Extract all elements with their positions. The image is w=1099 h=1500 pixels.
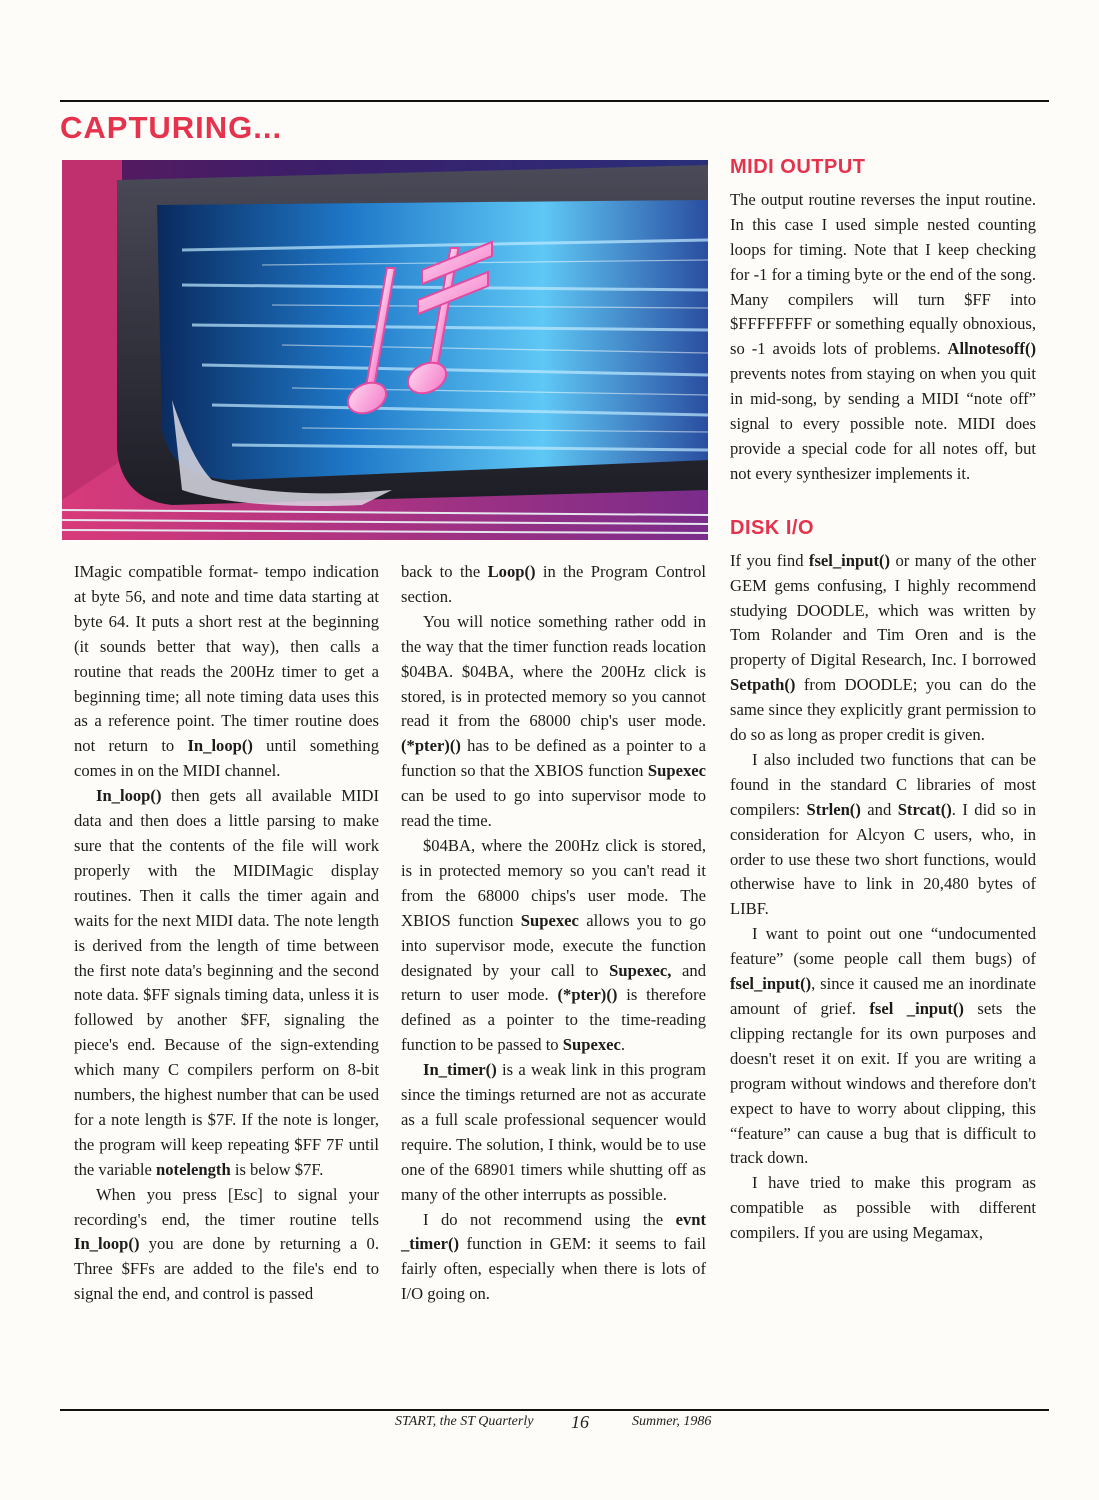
code-term: Supexec [562, 1035, 621, 1055]
code-term: Supexec [647, 761, 706, 781]
paragraph: IMagic compatible format- tempo indication at byte 56, and note and time data starting at byte 64. It puts a short rest at the beginning (it sounds better that way), then calls a routine that reads the 200Hz timer to get a beginning time; all note timing data uses this as a reference point. The timer routine does not return to In_loop() until something comes in on the MIDI channel. [74, 562, 379, 781]
code-term: Setpath() [730, 675, 796, 695]
code-term: (*pter)() [557, 985, 618, 1005]
code-term: In_timer() [423, 1060, 497, 1080]
paragraph: When you press [Esc] to signal your recording's end, the timer routine tells In_loop() you are done by returning a 0. Three $FFs are added to the file's end to signal the end, and control is passed [74, 1184, 379, 1304]
paragraph: The output routine reverses the input routine. In this case I used simple nested counting loops for timing. Note that I keep checking for -1 for a timing byte or the end of the song. Many compilers will turn $FF into $FFFFFFFF or something equally obnoxious, so -1 avoids lots of problems. Allnotesoff() prevents notes from staying on when you quit in mid-song, by sending a MIDI “note off” signal to every possible note. MIDI does provide a special code for all notes off, but not every synthesizer implements it. [730, 189, 1036, 483]
footer-page-number: 16 [571, 1412, 589, 1432]
article-column-2 [401, 560, 706, 1307]
code-term: In_loop() [74, 1234, 140, 1254]
code-term: In_loop() [187, 736, 253, 756]
paragraph: back to the Loop() in the Program Control section. [401, 562, 706, 606]
code-term: Strcat() [897, 799, 952, 819]
code-term: In_loop() [96, 786, 162, 806]
code-term: notelength [156, 1159, 231, 1179]
code-term: Loop() [487, 562, 536, 581]
bottom-rule [60, 1409, 1049, 1411]
code-term: Supexec [520, 910, 579, 930]
paragraph: I do not recommend using the evnt _timer() function in GEM: it seems to fail fairly often, especially when there is lots of I/O going on. [401, 1209, 706, 1304]
footer-issue: Summer, 1986 [632, 1414, 712, 1429]
code-term: fsel_input() [730, 974, 812, 994]
music-screen-illustration [62, 160, 708, 540]
code-term: (*pter)() [401, 736, 461, 756]
paragraph: In_loop() then gets all available MIDI data and then does a little parsing to make sure that the contents of the file will work properly with the MIDIMagic display routines. Then it calls the timer again and waits for the next MIDI data. The note length is derived from the length of time between the first note data's beginning and the second note data. $FF signals timing data, unless it is followed by another $FF, signaling the piece's end. Because of the sign-extending which many C compilers perform on 8-bit numbers, the highest number that can be used for a note length is $7F. If the note is longer, the program will keep repeating $FF 7F until the variable notelength is below $7F. [74, 786, 379, 1179]
code-term: evnt _timer() [401, 1209, 706, 1254]
section-heading-disk-io: DISK I/O [730, 516, 815, 539]
code-term: fsel _input() [869, 999, 964, 1018]
paragraph: If you find fsel_input() or many of the other GEM gems confusing, I highly recommend studying DOODLE, which was written by Tom Rolander and Tim Oren and is the property of Digital Research, Inc. I borrowed Setpath() from DOODLE; you can do the same since they explicitly grant permission to do so as long as proper credit is given. [730, 550, 1037, 745]
article-column-1 [74, 560, 379, 1307]
article-column-3 [730, 155, 1036, 1246]
section-heading-midi-output: MIDI OUTPUT [730, 156, 866, 178]
paragraph: I want to point out one “undocumented feature” (some people call them bugs) of fsel_input(), since it caused me an inordinate amount of grief. fsel _input() sets the clipping rectangle for its own purposes and doesn't reset it on exit. If you are writing a program without windows and therefore don't expect to have to worry about clipping, this “feature” can cause a bug that is difficult to track down. [730, 924, 1037, 1168]
music-note-on-screen-illustration [62, 160, 708, 540]
code-term: fsel_input() [808, 550, 891, 570]
paragraph: In_timer() is a weak link in this program since the timings returned are not as accurate as a full scale professional sequencer would require. The solution, I think, would be to use one of the 68901 timers while shutting off as many of the other interrupts as possible. [401, 1060, 706, 1204]
top-rule [60, 100, 1049, 102]
paragraph: I have tried to make this program as compatible as possible with different compilers. If you are using Megamax, [730, 1173, 1036, 1243]
paragraph: You will notice something rather odd in the way that the timer function reads location $04BA. $04BA, where the 200Hz click is stored, is in protected memory so you cannot read it from the 68000 chip's user mode. (*pter)() has to be defined as a pointer to a function so that the XBIOS function Supexec can be used to go into supervisor mode to read the time. [401, 611, 706, 831]
paragraph: $04BA, where the 200Hz click is stored, is in protected memory so you can't read it from the 68000 chips's user mode. The XBIOS function Supexec allows you to go into supervisor mode, execute the function designated by your call to Supexec, and return to user mode. (*pter)() is therefore defined as a pointer to the time-reading function to be passed to Supexec. [401, 835, 706, 1055]
code-term: Allnotesoff() [947, 339, 1036, 359]
article-headline: CAPTURING... [60, 110, 283, 145]
paragraph: I also included two functions that can be found in the standard C libraries of most compilers: Strlen() and Strcat(). I did so in consideration for Alcyon C users, who, in order to use these two short functions, would otherwise have to link in 20,480 bytes of LIBF. [730, 749, 1036, 919]
footer-magazine-name: START, the ST Quarterly [395, 1414, 534, 1429]
code-term: Supexec, [609, 960, 672, 980]
code-term: Strlen() [806, 799, 861, 819]
